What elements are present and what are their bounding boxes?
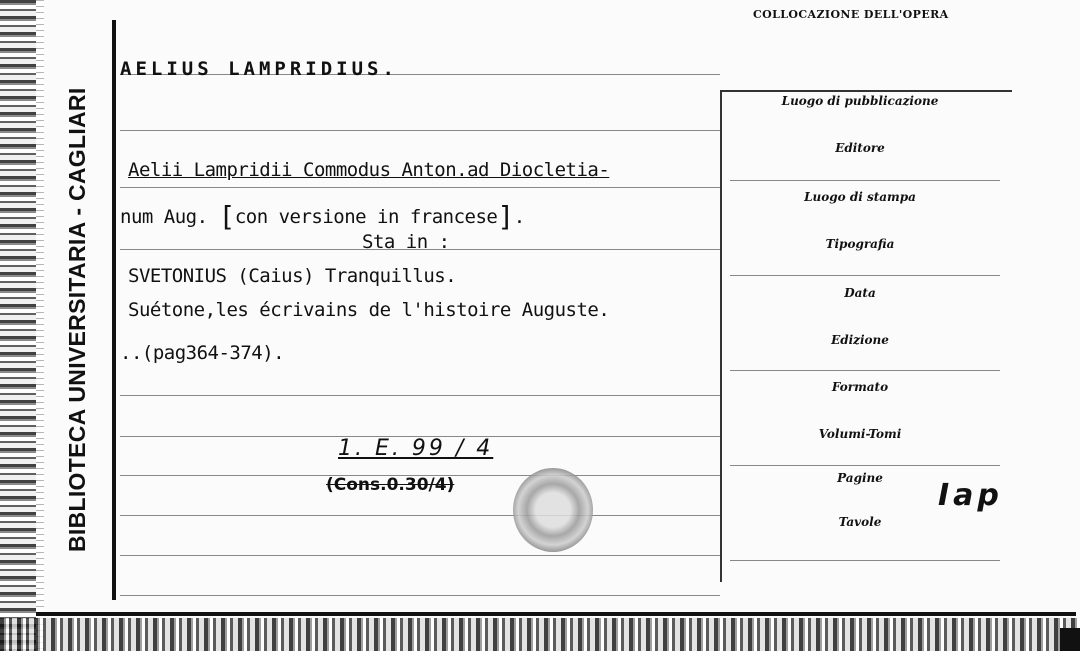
- entry-sta-in: Sta in :: [362, 231, 450, 253]
- entry-work: Suétone,les écrivains de l'histoire Auguste.: [128, 299, 610, 321]
- card-rule: [120, 395, 720, 396]
- entry-author: SVETONIUS (Caius) Tranquillus.: [128, 265, 457, 287]
- entry-title-line1-text: Aelii Lampridii Commodus Anton.ad Diocletia-: [128, 159, 610, 181]
- card-rule: [120, 515, 720, 516]
- entry-heading: AELIUS LAMPRIDIUS.: [120, 58, 398, 80]
- entry-bracket-text: con versione in francese: [234, 206, 498, 228]
- shelfmark-current: 1. E. 99 / 4: [338, 436, 494, 461]
- scan-edge-left: [0, 0, 36, 651]
- field-rule: [730, 180, 1000, 181]
- scan-edge-left-inner: [36, 0, 44, 651]
- card-bottom-border: [36, 612, 1076, 616]
- shelfmark-old: (Cons.0.30/4): [326, 475, 455, 495]
- bracket-open-icon: [: [218, 200, 235, 233]
- bracket-close-icon: ]: [497, 200, 514, 233]
- entry-title-line2: num Aug. [con versione in francese].: [120, 200, 525, 233]
- field-edizione: Edizione: [831, 333, 889, 347]
- field-rule: [730, 465, 1000, 466]
- entry-pages: ..(pag364-374).: [120, 342, 285, 364]
- field-rule: [730, 370, 1000, 371]
- card-rule: [120, 187, 720, 188]
- field-luogo-pubblicazione: Luogo di pubblicazione: [781, 94, 939, 108]
- field-data: Data: [844, 286, 876, 300]
- field-pagine: Pagine: [837, 471, 883, 485]
- entry-title-prefix: num Aug.: [120, 206, 208, 228]
- margin-rule: [112, 20, 116, 600]
- library-stamp: [513, 468, 593, 552]
- library-side-label: BIBLIOTECA UNIVERSITARIA - CAGLIARI: [64, 87, 90, 552]
- scan-edge-bottom: [0, 618, 1080, 651]
- field-editore: Editore: [835, 141, 885, 155]
- card-rule: [120, 595, 720, 596]
- card-rule: [120, 130, 720, 131]
- field-formato: Formato: [831, 380, 889, 394]
- field-tavole: Tavole: [838, 515, 882, 529]
- collocazione-header: COLLOCAZIONE DELL'OPERA: [753, 8, 949, 21]
- entry-title-line1: [128, 159, 609, 181]
- margin-note: Iap: [938, 478, 1003, 513]
- field-rule: [730, 560, 1000, 561]
- field-rule: [730, 275, 1000, 276]
- field-tipografia: Tipografia: [825, 237, 895, 251]
- card-rule: [120, 555, 720, 556]
- field-luogo-stampa: Luogo di stampa: [804, 190, 916, 204]
- field-volumi-tomi: Volumi-Tomi: [818, 427, 902, 441]
- scan-corner: [1060, 628, 1080, 651]
